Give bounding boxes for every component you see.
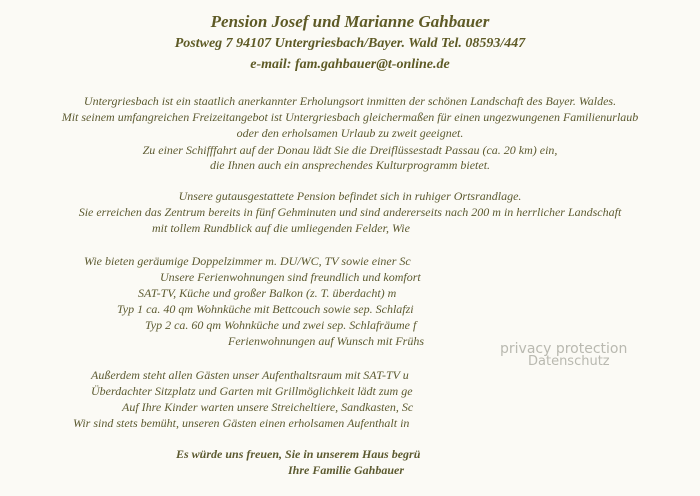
closing-line: Es würde uns freuen, Sie in unserem Haus begrü bbox=[176, 447, 421, 461]
extras-line: Überdachter Sitzplatz und Garten mit Grillmöglichkeit lädt zum ge bbox=[91, 384, 413, 398]
signature-line: Ihre Familie Gahbauer bbox=[288, 463, 405, 477]
location-line: Unsere gutausgestattete Pension befindet sich in ruhiger Ortsrandlage. bbox=[178, 189, 522, 203]
email-line: e-mail: fam.gahbauer@t-online.de bbox=[250, 57, 450, 72]
intro-line: Untergriesbach ist ein staatlich anerkannter Erholungsort inmitten der schönen Landschaft des Bayer. Waldes. bbox=[83, 94, 617, 108]
intro-line: Zu einer Schifffahrt auf der Donau lädt Sie die Dreiflüssestadt Passau (ca. 20 km) ein, bbox=[142, 143, 558, 157]
extras-line: Außerdem steht allen Gästen unser Aufenthaltsraum mit SAT-TV u bbox=[91, 368, 409, 382]
rooms-line: Wie bieten geräumige Doppelzimmer m. DU/WC, TV sowie einer Sc bbox=[84, 254, 411, 268]
extras-line: Auf Ihre Kinder warten unsere Streicheltiere, Sandkasten, Sc bbox=[122, 400, 414, 414]
rooms-line: Unsere Ferienwohnungen sind freundlich und komfort bbox=[160, 270, 421, 284]
pension-title: Pension Josef und Marianne Gahbauer bbox=[210, 12, 490, 31]
extras-line: Wir sind stets bemüht, unseren Gästen einen erholsamen Aufenthalt in bbox=[73, 416, 410, 430]
rooms-line: Ferienwohnungen auf Wunsch mit Frühs bbox=[228, 334, 424, 348]
address-line: Postweg 7 94107 Untergriesbach/Bayer. Wald Tel. 08593/447 bbox=[174, 36, 526, 51]
intro-line: oder den erholsamen Urlaub zu zweit geeignet. bbox=[236, 126, 464, 140]
rooms-line: SAT-TV, Küche und großer Balkon (z. T. überdacht) m bbox=[138, 286, 397, 300]
location-line: mit tollem Rundblick auf die umliegenden Felder, Wie bbox=[152, 221, 410, 235]
watermark-text: privacy protection bbox=[500, 341, 628, 357]
watermark-text: Datenschutz bbox=[528, 354, 610, 369]
intro-line: Mit seinem umfangreichen Freizeitangebot ist Untergriesbach gleichermaßen für einen ungezwungenen Familienurlaub bbox=[61, 110, 639, 124]
rooms-line: Typ 2 ca. 60 qm Wohnküche und zwei sep. Schlafräume f bbox=[145, 318, 417, 332]
intro-line: die Ihnen auch ein ansprechendes Kulturprogramm bietet. bbox=[209, 158, 491, 172]
rooms-line: Typ 1 ca. 40 qm Wohnküche mit Bettcouch sowie sep. Schlafzi bbox=[117, 302, 414, 316]
location-line: Sie erreichen das Zentrum bereits in fünf Gehminuten und sind andererseits nach 200 m in herrlicher Landschaft bbox=[78, 205, 622, 219]
